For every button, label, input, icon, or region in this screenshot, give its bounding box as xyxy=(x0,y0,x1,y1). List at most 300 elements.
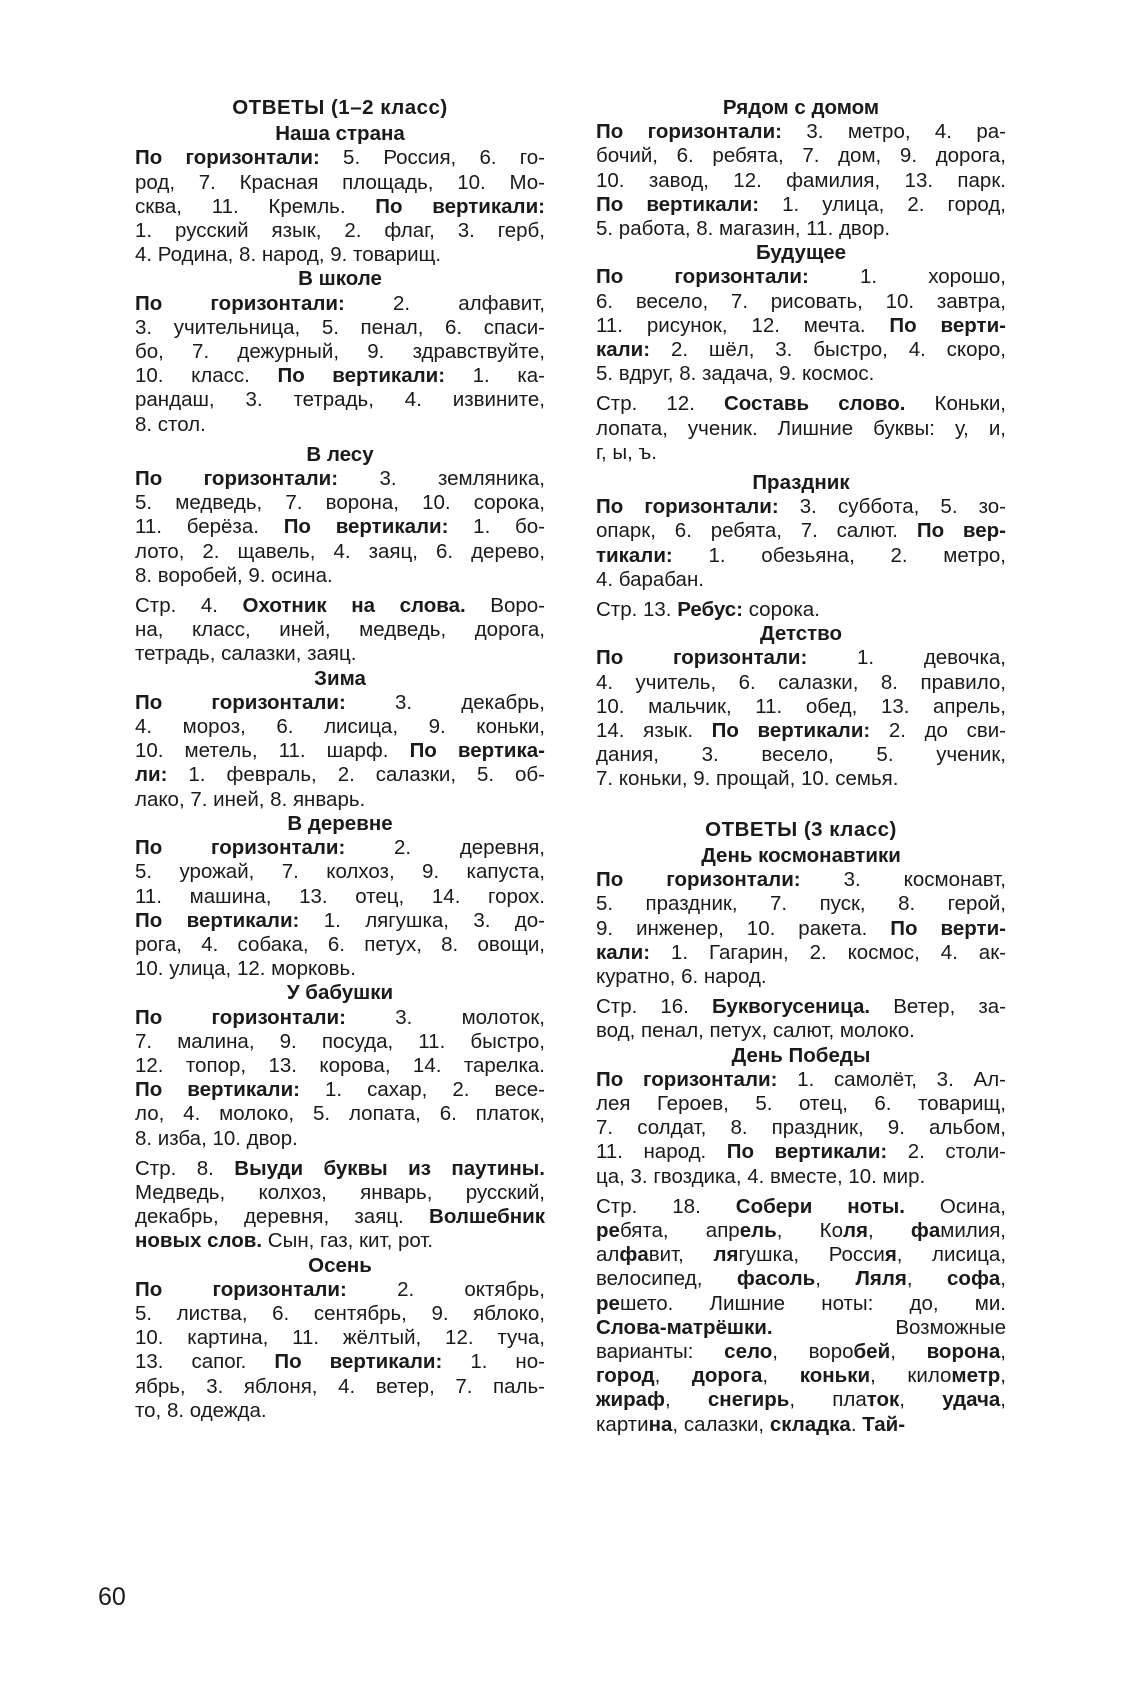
text-line xyxy=(135,1078,545,1102)
text: , xyxy=(899,1388,943,1412)
text-line xyxy=(135,146,545,170)
text-line xyxy=(596,1019,1006,1043)
section-heading: Детство xyxy=(759,622,843,646)
bold-text: бей xyxy=(853,1339,891,1363)
text: 1. сахар, 2. весе- xyxy=(300,1078,545,1102)
bold-text: метр xyxy=(951,1364,1001,1388)
text-line xyxy=(135,594,545,618)
text: , xyxy=(1000,1364,1006,1388)
section-spacer xyxy=(596,792,1006,818)
text-line xyxy=(596,495,1006,519)
bold-text: По горизонтали: xyxy=(596,868,801,892)
bold-text: Буквогусеница. xyxy=(711,995,871,1019)
answer-paragraph xyxy=(596,995,1006,1043)
text-line xyxy=(135,933,545,957)
text: 1. русский язык, 2. флаг, 3. герб, xyxy=(135,219,545,243)
answer-paragraph xyxy=(596,1195,1006,1437)
text-line xyxy=(135,1229,545,1253)
answers-title: ОТВЕТЫ (1–2 класс) xyxy=(232,96,448,119)
text: 11. рисунок, 12. мечта. xyxy=(596,313,890,337)
text: , пла xyxy=(789,1388,867,1412)
text-line xyxy=(596,767,1006,791)
bold-text: По горизонтали: xyxy=(596,646,808,670)
text-line xyxy=(135,1278,545,1302)
text-line xyxy=(135,715,545,739)
text: 1. февраль, 2. салазки, 5. об- xyxy=(167,763,545,787)
bold-text: дорога xyxy=(691,1364,763,1388)
text-line xyxy=(596,1267,1006,1291)
bold-text: фа xyxy=(910,1218,941,1242)
text: ца, 3. гвоздика, 4. вместе, 10. мир. xyxy=(596,1164,926,1188)
bold-text: По вертикали: xyxy=(283,515,449,539)
text-line xyxy=(596,417,1006,441)
text-line xyxy=(596,1165,1006,1189)
text: , кило xyxy=(870,1364,952,1388)
text-line xyxy=(596,519,1006,543)
text-line xyxy=(135,219,545,243)
text: Стр. 16. xyxy=(596,995,712,1019)
section-heading: В лесу xyxy=(306,442,374,466)
text: 2. до сви- xyxy=(870,719,1006,743)
answer-paragraph xyxy=(596,495,1006,592)
text: , Ко xyxy=(776,1218,843,1242)
bold-text: тикали: xyxy=(596,543,673,567)
text-line xyxy=(596,646,1006,670)
bold-text: По вертикали: xyxy=(726,1140,888,1164)
text: бочий, 6. ребята, 7. дом, 9. дорога, xyxy=(596,144,1006,168)
text: 4. учитель, 6. салазки, 8. правило, xyxy=(596,670,1006,694)
text-line xyxy=(596,1195,1006,1219)
section-heading: Зима xyxy=(314,666,366,690)
text-line xyxy=(596,392,1006,416)
text: 10. мальчик, 11. обед, 13. апрель, xyxy=(596,694,1006,718)
text: гушка, Росси xyxy=(738,1243,885,1267)
text-line xyxy=(135,467,545,491)
text: , xyxy=(815,1267,856,1291)
text: Стр. 8. xyxy=(135,1156,235,1180)
text-line xyxy=(135,618,545,642)
text-line xyxy=(135,1181,545,1205)
answer-paragraph xyxy=(135,1157,545,1254)
answer-paragraph xyxy=(135,1278,545,1423)
text: 2. шёл, 3. быстро, 4. скоро, xyxy=(650,338,1006,362)
text: опарк, 6. ребята, 7. салют. xyxy=(596,519,917,543)
text-line xyxy=(135,340,545,364)
text: Возможные xyxy=(772,1315,1006,1339)
text: 3. суббота, 5. зо- xyxy=(778,495,1006,519)
text: Стр. 13. xyxy=(596,598,678,622)
text: 11. берёза. xyxy=(135,515,284,539)
text: 11. машина, 13. отец, 14. горох. xyxy=(135,884,545,908)
section-heading: У бабушки xyxy=(286,981,394,1005)
text-line xyxy=(596,1364,1006,1388)
answer-paragraph xyxy=(596,868,1006,989)
text: вод, пенал, петух, салют, молоко. xyxy=(596,1019,915,1043)
text-line xyxy=(135,1157,545,1181)
text-line xyxy=(596,719,1006,743)
bold-text: Охотник на слова. xyxy=(242,594,466,618)
bold-text: ре xyxy=(596,1218,620,1242)
text: 4. барабан. xyxy=(596,567,704,591)
bold-text: софа xyxy=(947,1267,1001,1291)
text: 4. Родина, 8. народ, 9. товарищ. xyxy=(135,243,442,267)
bold-text: ре xyxy=(596,1291,620,1315)
text-line xyxy=(596,965,1006,989)
bold-text: По вертикали: xyxy=(375,194,545,218)
answer-paragraph xyxy=(135,594,545,667)
bold-text: кали: xyxy=(596,338,651,362)
bold-text: на xyxy=(648,1412,673,1436)
text: 1. девочка, xyxy=(807,646,1006,670)
text-line xyxy=(596,568,1006,592)
section-heading: Праздник xyxy=(752,471,850,495)
text: 9. инженер, 10. ракета. xyxy=(596,916,891,940)
text-line xyxy=(135,860,545,884)
bold-text: По вертикали: xyxy=(277,364,446,388)
text-line xyxy=(135,316,545,340)
page-number: 60 xyxy=(98,1583,126,1611)
section-heading: День космонавтики xyxy=(701,843,901,867)
text-line xyxy=(135,515,545,539)
text: , xyxy=(867,1218,911,1242)
bold-text: Собери ноты. xyxy=(735,1194,905,1218)
text: Ветер, за- xyxy=(870,995,1006,1019)
text: 10. завод, 12. фамилия, 13. парк. xyxy=(596,168,1006,192)
text: 5. вдруг, 8. задача, 9. космос. xyxy=(596,362,875,386)
bold-text: ворона xyxy=(926,1339,1001,1363)
text-line xyxy=(596,1388,1006,1412)
text: милия, xyxy=(940,1218,1006,1242)
text: ло, 4. молоко, 5. лопата, 6. платок, xyxy=(135,1102,545,1126)
answer-paragraph xyxy=(596,392,1006,465)
bold-text: ли: xyxy=(135,763,168,787)
text: дания, 3. весело, 5. ученик, xyxy=(596,743,1006,767)
text: 1. ка- xyxy=(445,364,545,388)
text: куратно, 6. народ. xyxy=(596,964,767,988)
bold-text: По горизонтали: xyxy=(596,495,779,519)
text-line xyxy=(135,739,545,763)
text: , xyxy=(890,1339,927,1363)
text: . xyxy=(850,1412,863,1436)
text-line xyxy=(135,243,545,267)
bold-text: ель xyxy=(739,1218,777,1242)
bold-text: кали: xyxy=(596,940,651,964)
text-line xyxy=(596,544,1006,568)
text-line xyxy=(135,885,545,909)
bold-text: село xyxy=(724,1339,773,1363)
bold-text: По горизонтали: xyxy=(135,836,346,860)
text: , xyxy=(654,1364,692,1388)
text-line xyxy=(135,1102,545,1126)
text: бята, апр xyxy=(619,1218,740,1242)
text-line xyxy=(135,292,545,316)
text-line xyxy=(596,995,1006,1019)
bold-text: По вертикали: xyxy=(596,192,760,216)
bold-text: фасоль xyxy=(736,1267,816,1291)
text-line xyxy=(135,957,545,981)
bold-text: По вертикали: xyxy=(135,908,300,932)
text: лото, 2. щавель, 4. заяц, 6. дерево, xyxy=(135,539,545,563)
text: 2. алфавит, xyxy=(344,291,546,315)
text: 5. праздник, 7. пуск, 8. герой, xyxy=(596,892,1006,916)
text: Стр. 4. xyxy=(135,594,243,618)
text: 10. метель, 11. шарф. xyxy=(135,739,410,763)
bold-text: По горизонтали: xyxy=(135,1277,347,1301)
text-line xyxy=(596,169,1006,193)
text-line xyxy=(135,788,545,812)
answer-paragraph xyxy=(135,292,545,437)
answers-left-column xyxy=(135,96,545,1423)
bold-text: По горизонтали: xyxy=(135,690,346,714)
text: 1. самолёт, 3. Ал- xyxy=(777,1067,1007,1091)
bold-text: Составь слово. xyxy=(724,392,906,416)
text: 4. мороз, 6. лисица, 9. коньки, xyxy=(135,715,545,739)
answer-paragraph xyxy=(596,265,1006,386)
text: 8. изба, 10. двор. xyxy=(135,1126,298,1150)
answer-paragraph xyxy=(596,120,1006,241)
text-line xyxy=(596,1219,1006,1243)
text-line xyxy=(596,193,1006,217)
text: 7. малина, 9. посуда, 11. быстро, xyxy=(135,1029,545,1053)
text: 3. декабрь, xyxy=(345,690,545,714)
text: 5. медведь, 7. ворона, 10. сорока, xyxy=(135,491,545,515)
text-line xyxy=(135,413,545,437)
text: шето. Лишние ноты: до, ми. xyxy=(619,1291,1006,1315)
text-line xyxy=(135,642,545,666)
answer-paragraph xyxy=(135,146,545,267)
text: 10. улица, 12. морковь. xyxy=(135,957,356,981)
text: Медведь, колхоз, январь, русский, xyxy=(135,1180,545,1204)
bold-text: По горизонтали: xyxy=(135,291,345,315)
text-line xyxy=(596,217,1006,241)
text-line xyxy=(596,743,1006,767)
text: Коньки, xyxy=(905,392,1006,416)
text: 1. Гагарин, 2. космос, 4. ак- xyxy=(650,940,1006,964)
text: на, класс, иней, медведь, дорога, xyxy=(135,618,545,642)
text: вит, xyxy=(648,1243,714,1267)
text: 13. сапог. xyxy=(135,1350,275,1374)
text-line xyxy=(596,1140,1006,1164)
bold-text: По верти- xyxy=(890,916,1007,940)
text-line xyxy=(596,892,1006,916)
text: рандаш, 3. тетрадь, 4. извините, xyxy=(135,388,545,412)
text: 5. листва, 6. сентябрь, 9. яблоко, xyxy=(135,1301,545,1325)
text: г, ы, ъ. xyxy=(596,440,657,464)
text: то, 8. одежда. xyxy=(135,1398,267,1422)
text: декабрь, деревня, заяц. xyxy=(135,1205,430,1229)
text: тетрадь, салазки, заяц. xyxy=(135,642,357,666)
bold-text: По горизонтали: xyxy=(596,120,783,144)
text-line xyxy=(135,364,545,388)
bold-text: новых слов. xyxy=(135,1229,263,1253)
text-line xyxy=(135,171,545,195)
section-heading: Рядом с домом xyxy=(722,96,880,119)
text-line xyxy=(596,1413,1006,1437)
text-line xyxy=(596,695,1006,719)
text: 2. столи- xyxy=(887,1140,1006,1164)
bold-text: жираф xyxy=(596,1388,665,1412)
text: 8. стол. xyxy=(135,412,206,436)
bold-text: Ребус: xyxy=(677,598,743,622)
text: , xyxy=(762,1364,800,1388)
text: 7. коньки, 9. прощай, 10. семья. xyxy=(596,767,899,791)
text-line xyxy=(135,909,545,933)
bold-text: По горизонтали: xyxy=(135,146,320,170)
text-line xyxy=(596,441,1006,465)
text-line xyxy=(135,540,545,564)
text-line xyxy=(596,1340,1006,1364)
text: 11. народ. xyxy=(596,1140,727,1164)
bold-text: По горизонтали: xyxy=(135,1005,346,1029)
text: лея Героев, 5. отец, 6. товарищ, xyxy=(596,1091,1006,1115)
text: 5. Россия, 6. го- xyxy=(319,146,545,170)
bold-text: Ляля xyxy=(855,1267,907,1291)
text-line xyxy=(135,564,545,588)
text-line xyxy=(135,491,545,515)
answers-right-column xyxy=(596,96,1006,1437)
answer-paragraph xyxy=(596,598,1006,622)
text: , xyxy=(1000,1267,1006,1291)
text: лако, 7. иней, 8. январь. xyxy=(135,787,366,811)
text: рога, 4. собака, 6. петух, 8. овощи, xyxy=(135,932,545,956)
section-heading: Осень xyxy=(308,1253,372,1277)
text: 3. метро, 4. ра- xyxy=(782,120,1006,144)
text: 3. учительница, 5. пенал, 6. спаси- xyxy=(135,315,545,339)
text-line xyxy=(596,917,1006,941)
bold-text: По вертикали: xyxy=(135,1078,301,1102)
text-line xyxy=(596,1292,1006,1316)
text: 5. работа, 8. магазин, 11. двор. xyxy=(596,217,891,241)
bold-text: фа xyxy=(619,1243,649,1267)
text-line xyxy=(596,144,1006,168)
text: сорока. xyxy=(743,598,820,622)
text: бо, 7. дежурный, 9. здравствуйте, xyxy=(135,340,545,364)
text-line xyxy=(135,1054,545,1078)
text-line xyxy=(596,598,1006,622)
section-heading: Будущее xyxy=(755,241,847,265)
text: , xyxy=(1000,1388,1006,1412)
text: , xyxy=(1000,1339,1006,1363)
text: Стр. 12. xyxy=(596,392,724,416)
text-line xyxy=(596,1316,1006,1340)
text: , воро xyxy=(772,1339,854,1363)
text-line xyxy=(596,290,1006,314)
text-line xyxy=(596,120,1006,144)
text-line xyxy=(135,388,545,412)
bold-text: По горизонтали: xyxy=(596,1067,778,1091)
text: 3. космонавт, xyxy=(800,868,1006,892)
bold-text: я xyxy=(884,1243,897,1267)
bold-text: город xyxy=(596,1364,655,1388)
text-line xyxy=(596,1116,1006,1140)
text-line xyxy=(596,362,1006,386)
text: 2. октябрь, xyxy=(346,1277,545,1301)
section-heading: В школе xyxy=(298,267,382,291)
bold-text: По вертикали: xyxy=(274,1350,443,1374)
text-line xyxy=(596,868,1006,892)
text: сква, 11. Кремль. xyxy=(135,194,376,218)
text-line xyxy=(596,338,1006,362)
bold-text: снегирь xyxy=(707,1388,790,1412)
text: 1. улица, 2. город, xyxy=(759,192,1006,216)
text-line xyxy=(596,1068,1006,1092)
text-line xyxy=(135,763,545,787)
answer-paragraph xyxy=(135,1006,545,1151)
text-line xyxy=(135,691,545,715)
text: 3. земляника, xyxy=(338,467,545,491)
text-line xyxy=(596,671,1006,695)
text: 5. урожай, 7. колхоз, 9. капуста, xyxy=(135,860,545,884)
text: Стр. 18. xyxy=(596,1194,736,1218)
text: 10. картина, 11. жёлтый, 12. туча, xyxy=(135,1326,545,1350)
text: 1. хорошо, xyxy=(808,265,1006,289)
section-heading: День Победы xyxy=(731,1043,871,1067)
answer-paragraph xyxy=(135,467,545,588)
text: ал xyxy=(596,1243,620,1267)
answer-paragraph xyxy=(596,1068,1006,1189)
text: 1. лягушка, 3. до- xyxy=(299,908,545,932)
answer-paragraph xyxy=(135,836,545,981)
bold-text: ток xyxy=(866,1388,900,1412)
bold-text: По горизонтали: xyxy=(596,265,809,289)
text: , салазки, xyxy=(672,1412,770,1436)
text-line xyxy=(135,1030,545,1054)
text-line xyxy=(135,1006,545,1030)
text: 14. язык. xyxy=(596,719,712,743)
text: 1. бо- xyxy=(448,515,545,539)
text-line xyxy=(135,1326,545,1350)
text-line xyxy=(135,1350,545,1374)
bold-text: По верти- xyxy=(889,313,1006,337)
bold-text: ля xyxy=(842,1218,868,1242)
text-line xyxy=(596,1092,1006,1116)
section-heading: Наша страна xyxy=(275,122,405,146)
section-heading: В деревне xyxy=(287,811,393,835)
bold-text: Выуди буквы из паутины. xyxy=(234,1156,545,1180)
text-line xyxy=(135,1302,545,1326)
text-line xyxy=(135,1399,545,1423)
text: карти xyxy=(596,1412,649,1436)
bold-text: ля xyxy=(713,1243,739,1267)
text: Воро- xyxy=(465,594,545,618)
bold-text: По вер- xyxy=(916,519,1006,543)
bold-text: Тай- xyxy=(862,1412,906,1436)
text: 12. топор, 13. корова, 14. тарелка. xyxy=(135,1053,545,1077)
text: 3. молоток, xyxy=(345,1005,546,1029)
text: 7. солдат, 8. праздник, 9. альбом, xyxy=(596,1116,1006,1140)
text-line xyxy=(135,1375,545,1399)
text: 6. весело, 7. рисовать, 10. завтра, xyxy=(596,289,1006,313)
text: род, 7. Красная площадь, 10. Мо- xyxy=(135,170,545,194)
bold-text: По вертикали: xyxy=(711,719,871,743)
text-line xyxy=(596,265,1006,289)
text: лопата, ученик. Лишние буквы: у, и, xyxy=(596,416,1006,440)
text: Осина, xyxy=(904,1194,1006,1218)
text: велосипед, xyxy=(596,1267,737,1291)
bold-text: Слова-матрёшки. xyxy=(596,1315,773,1339)
text: , лисица, xyxy=(896,1243,1007,1267)
text: Сын, газ, кит, рот. xyxy=(262,1229,434,1253)
bold-text: По горизонтали: xyxy=(135,467,339,491)
text: , xyxy=(906,1267,948,1291)
text: варианты: xyxy=(596,1339,725,1363)
text-line xyxy=(135,195,545,219)
text: 10. класс. xyxy=(135,364,278,388)
bold-text: По вертика- xyxy=(409,739,545,763)
text: 1. обезьяна, 2. метро, xyxy=(672,543,1006,567)
text: 1. но- xyxy=(442,1350,545,1374)
text-line xyxy=(135,836,545,860)
